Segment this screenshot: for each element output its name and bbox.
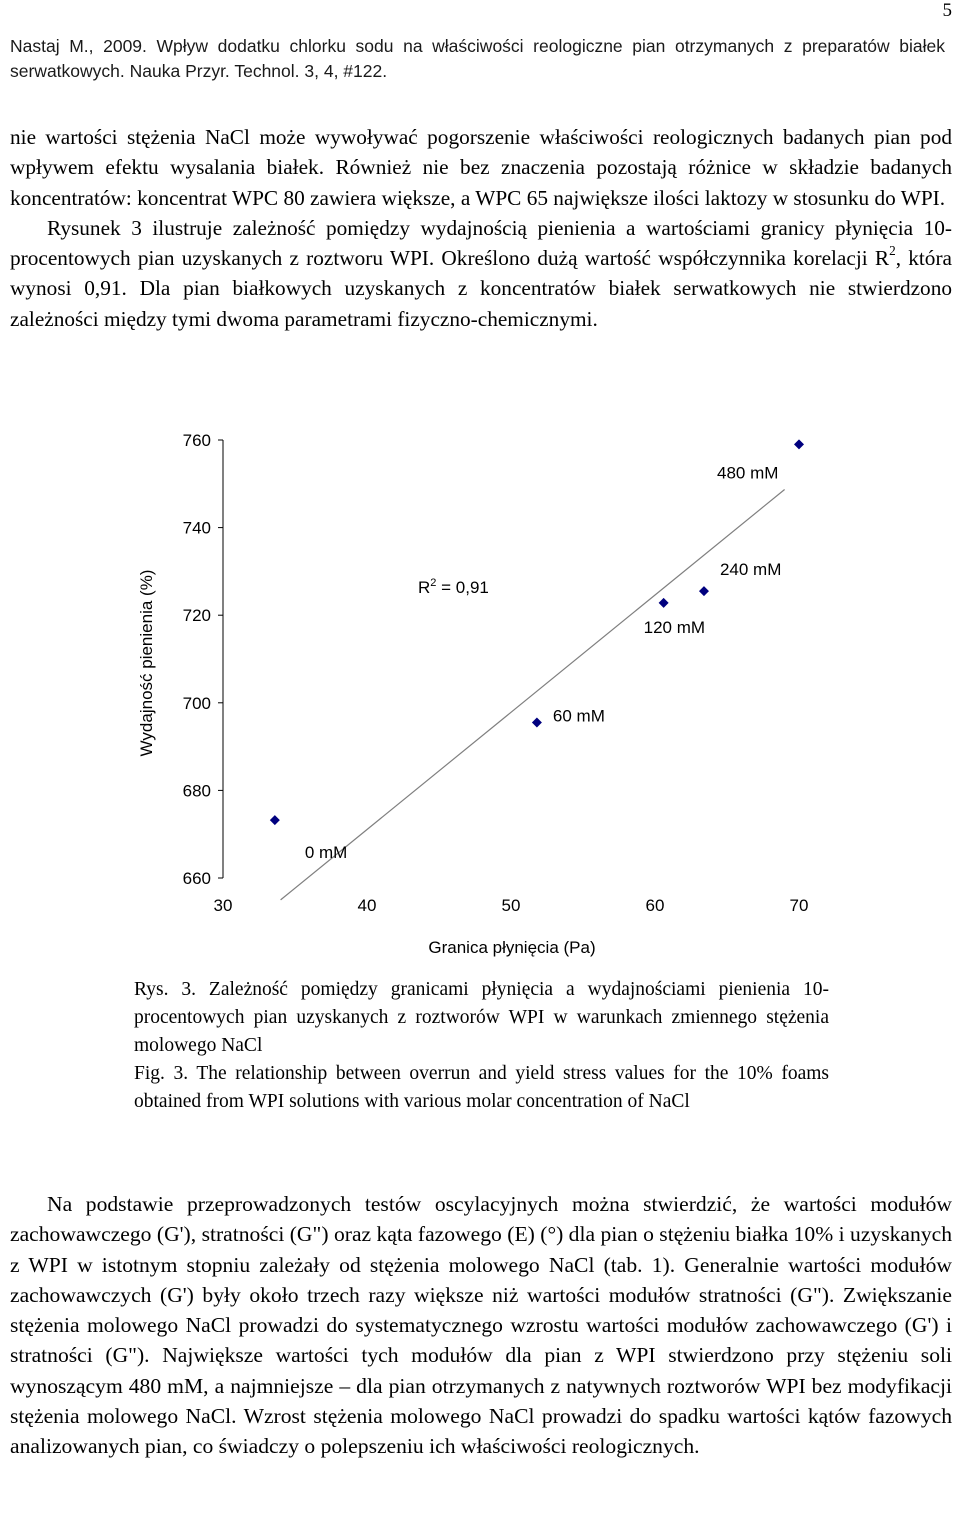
body-text-bottom (10, 1189, 952, 1462)
y-tick-label: 700 (182, 693, 211, 713)
x-tick-label: 30 (213, 896, 233, 915)
page-number: 5 (942, 0, 952, 21)
paragraph-1: nie wartości stężenia NaCl może wywoływać pogorszenie właściwości reologicznych badanych pian pod wpływem efektu wysalania białek. Również nie bez znaczenia pozostają różnice w składzie badanych koncentratów: koncentrat WPC 80 zawiera większe, a WPC 65 największe ilości laktozy w stosunku do WPI. (10, 125, 952, 210)
x-tick-label: 40 (357, 896, 377, 915)
data-point-label: 240 mM (719, 560, 782, 580)
x-tick-label: 60 (645, 896, 665, 915)
y-tick-label: 740 (182, 518, 211, 538)
r-squared-value: = 0,91 (436, 578, 489, 597)
y-axis-label: Wydajność pienienia (%) (137, 569, 156, 757)
caption-polish: Rys. 3. Zależność pomiędzy granicami płynięcia a wydajnościami pienienia 10-procentowych pian uzyskanych z roztworów WPI w warunkach zmiennego stężenia molowego NaCl (134, 979, 829, 1056)
r-squared-sup: 2 (430, 577, 437, 589)
citation-header: Nastaj M., 2009. Wpływ dodatku chlorku sodu na właściwości reologiczne pian otrzymanych z preparatów białek serwatkowych. Nauka Przyr. Technol. 3, 4, #122. (10, 36, 945, 81)
data-point-marker (794, 439, 804, 449)
r-squared-base: R (418, 578, 431, 597)
data-point-label: 0 mM (304, 843, 348, 863)
body-text-top (10, 122, 952, 334)
data-point-marker (270, 815, 280, 825)
x-tick-label: 70 (789, 896, 809, 915)
point-labels (305, 463, 782, 862)
data-point-label: 60 mM (552, 706, 605, 726)
x-axis-label: Granica płynięcia (Pa) (428, 938, 596, 957)
data-points (270, 439, 804, 825)
paragraph-2-part-a: Rysunek 3 ilustruje zależność pomiędzy wydajnością pienienia a wartościami granicy płynięcia 10-procentowych pian uzyskanych z roztworu WPI. Określono dużą wartość współczynnika korelacji R (10, 215, 952, 271)
data-point-label: 480 mM (717, 463, 779, 483)
data-point-marker (659, 598, 669, 608)
figure-caption (134, 976, 829, 1116)
caption-english: Fig. 3. The relationship between overrun and yield stress values for the 10% foams obtained from WPI solutions with various molar concentration of NaCl (134, 1063, 829, 1112)
y-tick-label: 760 (182, 431, 211, 450)
data-point-marker (532, 718, 542, 728)
scatter-chart (0, 415, 960, 975)
paragraph-2-part-b: , która wynosi 0,91. Dla pian białkowych uzyskanych z koncentratów białek serwatkowych nie stwierdzono zależności między tymi dwoma parametrami fizyczno-chemicznymi. (10, 246, 952, 331)
y-ticks (183, 431, 223, 888)
paragraph-2-superscript: 2 (889, 243, 896, 259)
paragraph-2 (10, 213, 952, 334)
x-ticks (214, 896, 809, 915)
r-squared-annotation (418, 577, 489, 597)
trendline (281, 489, 785, 899)
y-tick-label: 720 (182, 606, 211, 626)
x-tick-label: 50 (501, 896, 521, 915)
data-point-label: 120 mM (643, 617, 706, 637)
data-point-marker (699, 586, 709, 596)
y-tick-label: 660 (182, 869, 211, 888)
y-tick-label: 680 (182, 781, 211, 801)
paragraph-3: Na podstawie przeprowadzonych testów oscylacyjnych można stwierdzić, że wartości modułów zachowawczego (G'), stratności (G") oraz kąta fazowego (E) (°) dla pian o stężeniu białka 10% i uzyskanych z WPI w istotnym stopniu zależały od stężenia molowego NaCl (tab. 1). Generalnie wartości modułów zachowawczych (G') były około trzech razy większe niż wartości modułów stratności (G"). Zwiększanie stężenia molowego NaCl prowadzi do systematycznego wzrostu wartości modułów zachowawczego (G') i stratności (G"). Największe wartości tych modułów dla pian z WPI stwierdzono przy stężeniu soli wynoszącym 480 mM, a najmniejsze – dla pian otrzymanych z natywnych roztworów WPI bez modyfikacji stężenia molowego NaCl. Wzrost stężenia molowego NaCl prowadzi do spadku wartości kątów fazowych analizowanych pian, co świadczy o polepszeniu ich właściwości reologicznych. (10, 1192, 952, 1459)
